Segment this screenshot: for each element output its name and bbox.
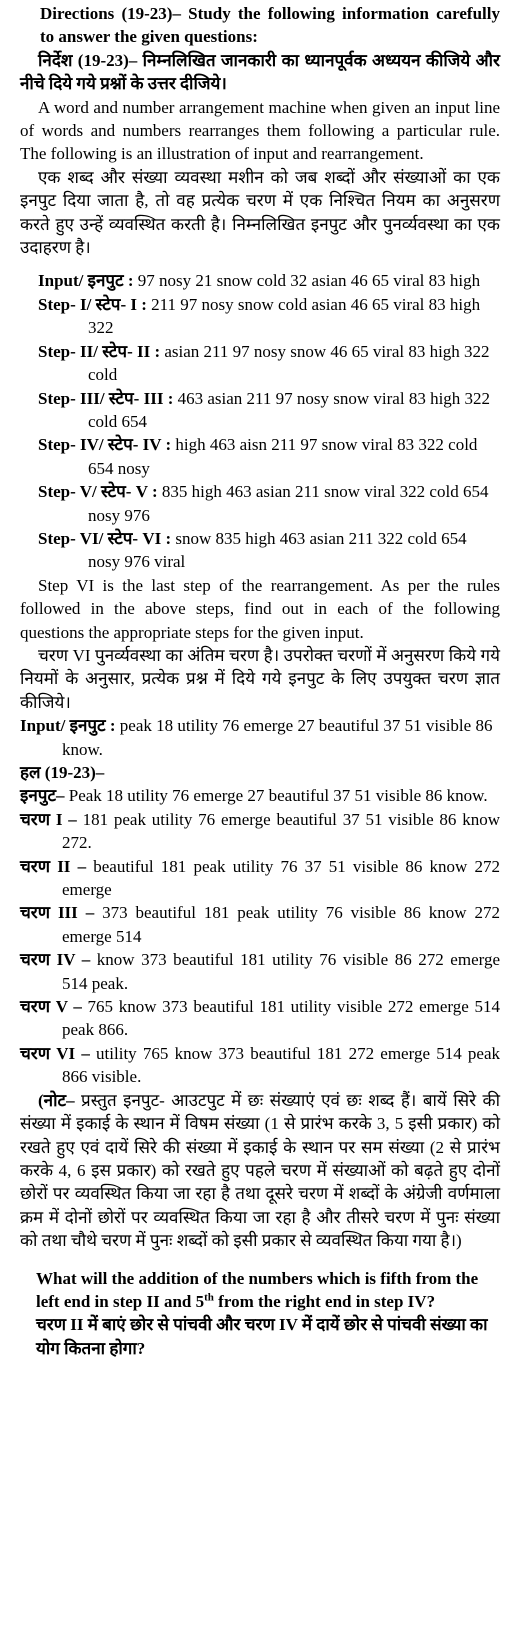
solution-step-4 — [20, 948, 500, 995]
step-label: Step- III/ स्टेप- III : — [38, 388, 178, 408]
example-steps — [20, 269, 500, 573]
step-text: 211 97 nosy snow cold asian 46 65 viral 83 high 322 — [88, 294, 481, 338]
step-label: Step- II/ स्टेप- II : — [38, 341, 165, 361]
solution-label: चरण V – — [20, 997, 88, 1017]
directions-en-prefix: Directions (19-23)– — [40, 4, 189, 23]
solution-label: चरण III – — [20, 903, 103, 923]
step-label: Step- IV/ स्टेप- IV : — [38, 435, 176, 455]
solution-text: 181 peak utility 76 emerge beautiful 37 51 visible 86 know 272. — [62, 809, 501, 853]
step-text: 835 high 463 asian 211 snow viral 322 cold 654 nosy 976 — [88, 482, 489, 525]
question-en-a: What will the addition of the numbers which is fifth from the left end in step II and 5 — [36, 1268, 479, 1311]
directions-en-rest: Study the following information carefully to answer the given questions: — [40, 4, 500, 47]
solution-label: चरण II – — [20, 856, 94, 876]
last-step-en: Step VI is the last step of the rearrangement. As per the rules followed in the above steps, find out in each of the following questions the appropriate steps for the given input. — [20, 575, 500, 642]
intro-en: A word and number arrangement machine when given an input line of words and numbers rearranges them following a particular rule. The following is an illustration of input and rearrangement. — [20, 97, 500, 164]
solution-steps — [20, 784, 500, 1088]
solution-step-3 — [20, 901, 500, 948]
directions-hi: निर्देश (19-23)– निम्नलिखित जानकारी का ध्यानपूर्वक अध्ययन कीजिये और नीचे दिये गये प्रश्नों के उत्तर दीजिये। — [20, 50, 500, 94]
step-label: Step- VI/ स्टेप- VI : — [38, 528, 176, 548]
step-text: 97 nosy 21 snow cold 32 asian 46 65 viral 83 high — [137, 271, 481, 291]
step-text: high 463 aisn 211 97 snow viral 83 322 cold 654 nosy — [88, 435, 478, 478]
question-sup: th — [204, 1291, 214, 1304]
solution-step-1 — [20, 808, 500, 855]
solution-text: 765 know 373 beautiful 181 utility visible 272 emerge 514 peak 866. — [62, 997, 500, 1040]
step-text: 463 asian 211 97 nosy snow viral 83 high 322 cold 654 — [88, 388, 491, 431]
example-step-1 — [20, 293, 500, 340]
spacer — [20, 1253, 500, 1267]
example-step-4 — [20, 433, 500, 480]
example-step-5 — [20, 480, 500, 527]
spacer — [20, 259, 500, 269]
intro-hi: एक शब्द और संख्या व्यवस्था मशीन को जब शब्दों और संख्याओं का एक इनपुट दिया जाता है, तो वह प्रत्येक चरण में एक निश्चित नियम का अनुसरण करते हुए उन्हें व्यवस्थित करती है। निम्नलिखित इनपुट और पुनर्व्यवस्था का एक उदाहरण है। — [20, 167, 500, 258]
example-input — [20, 269, 500, 292]
step-label: Input/ इनपुट : — [38, 271, 138, 291]
solution-label: इनपुट– — [20, 786, 69, 806]
solution-step-6 — [20, 1042, 500, 1089]
solution-text: 373 beautiful 181 peak utility 76 visible 86 know 272 emerge 514 — [62, 903, 500, 946]
step-text: snow 835 high 463 asian 211 322 cold 654 nosy 976 viral — [88, 528, 467, 572]
step-label: Step- V/ स्टेप- V : — [38, 482, 162, 502]
solution-step-2 — [20, 855, 500, 902]
directions-en — [20, 2, 500, 49]
note-label: (नोट– — [38, 1090, 82, 1110]
given-input-label: Input/ इनपुट : — [20, 716, 120, 736]
example-step-2 — [20, 340, 500, 387]
given-input-text: peak 18 utility 76 emerge 27 beautiful 37 51 visible 86 know. — [62, 716, 493, 759]
note — [20, 1089, 500, 1253]
solution-text: utility 765 know 373 beautiful 181 272 emerge 514 peak 866 visible. — [62, 1043, 500, 1087]
question-hi: चरण II में बाएं छोर से पांचवी और चरण IV में दायें छोर से पांचवी संख्या का योग कितना होगा? — [36, 1315, 488, 1358]
solution-label: चरण VI – — [20, 1043, 97, 1063]
solution-label: चरण I – — [20, 809, 83, 829]
step-text: asian 211 97 nosy snow 46 65 viral 83 high 322 cold — [88, 341, 490, 385]
solution-text: Peak 18 utility 76 emerge 27 beautiful 37 51 visible 86 know. — [68, 786, 488, 806]
example-step-6 — [20, 527, 500, 574]
solution-input — [20, 784, 500, 807]
solution-text: know 373 beautiful 181 utility 76 visible 86 272 emerge 514 peak. — [62, 950, 501, 993]
example-step-3 — [20, 387, 500, 434]
solution-text: beautiful 181 peak utility 76 37 51 visible 86 know 272 emerge — [62, 856, 500, 900]
note-text: प्रस्तुत इनपुट- आउटपुट में छः संख्याएं एवं छः शब्द हैं। बायें सिरे की संख्या में इकाई के स्थान में विषम संख्या (1 से प्रारंभ करके 3, 5 इसी प्रकार) को रखते हुए एवं दायें सिरे की संख्या में इकाई के स्थान पर सम संख्या (2 से प्रारंभ करके 4, 6 इस प्रकार) को रखते हुए पहले चरण में संख्याओं को बढ़ते हुए दोनों छोरों पर व्यवस्थित किया जा रहा है तथा दूसरे चरण में शब्दों के अंग्रेजी वर्णमाला क्रम में दोनों छोरों पर व्यवस्थित किया जा रहा है और तीसरे चरण में पुनः संख्या को तथा चौथे चरण में पुनः शब्दों को इसी प्रकार से व्यवस्थित किया गया है।) — [20, 1090, 500, 1251]
step-label: Step- I/ स्टेप- I : — [38, 294, 152, 314]
given-input — [20, 714, 500, 761]
solution-heading: हल (19-23)– — [20, 763, 105, 782]
question-en — [20, 1267, 500, 1314]
last-step-hi: चरण VI पुनर्व्यवस्था का अंतिम चरण है। उपरोक्त चरणों में अनुसरण किये गये नियमों के अनुसार, प्रत्येक प्रश्न में दिये गये इनपुट के लिए उपयुक्त चरण ज्ञात कीजिये। — [20, 645, 500, 712]
question-en-b: from the right end in step IV? — [213, 1291, 436, 1311]
solution-label: चरण IV – — [20, 950, 97, 970]
solution-step-5 — [20, 995, 500, 1042]
